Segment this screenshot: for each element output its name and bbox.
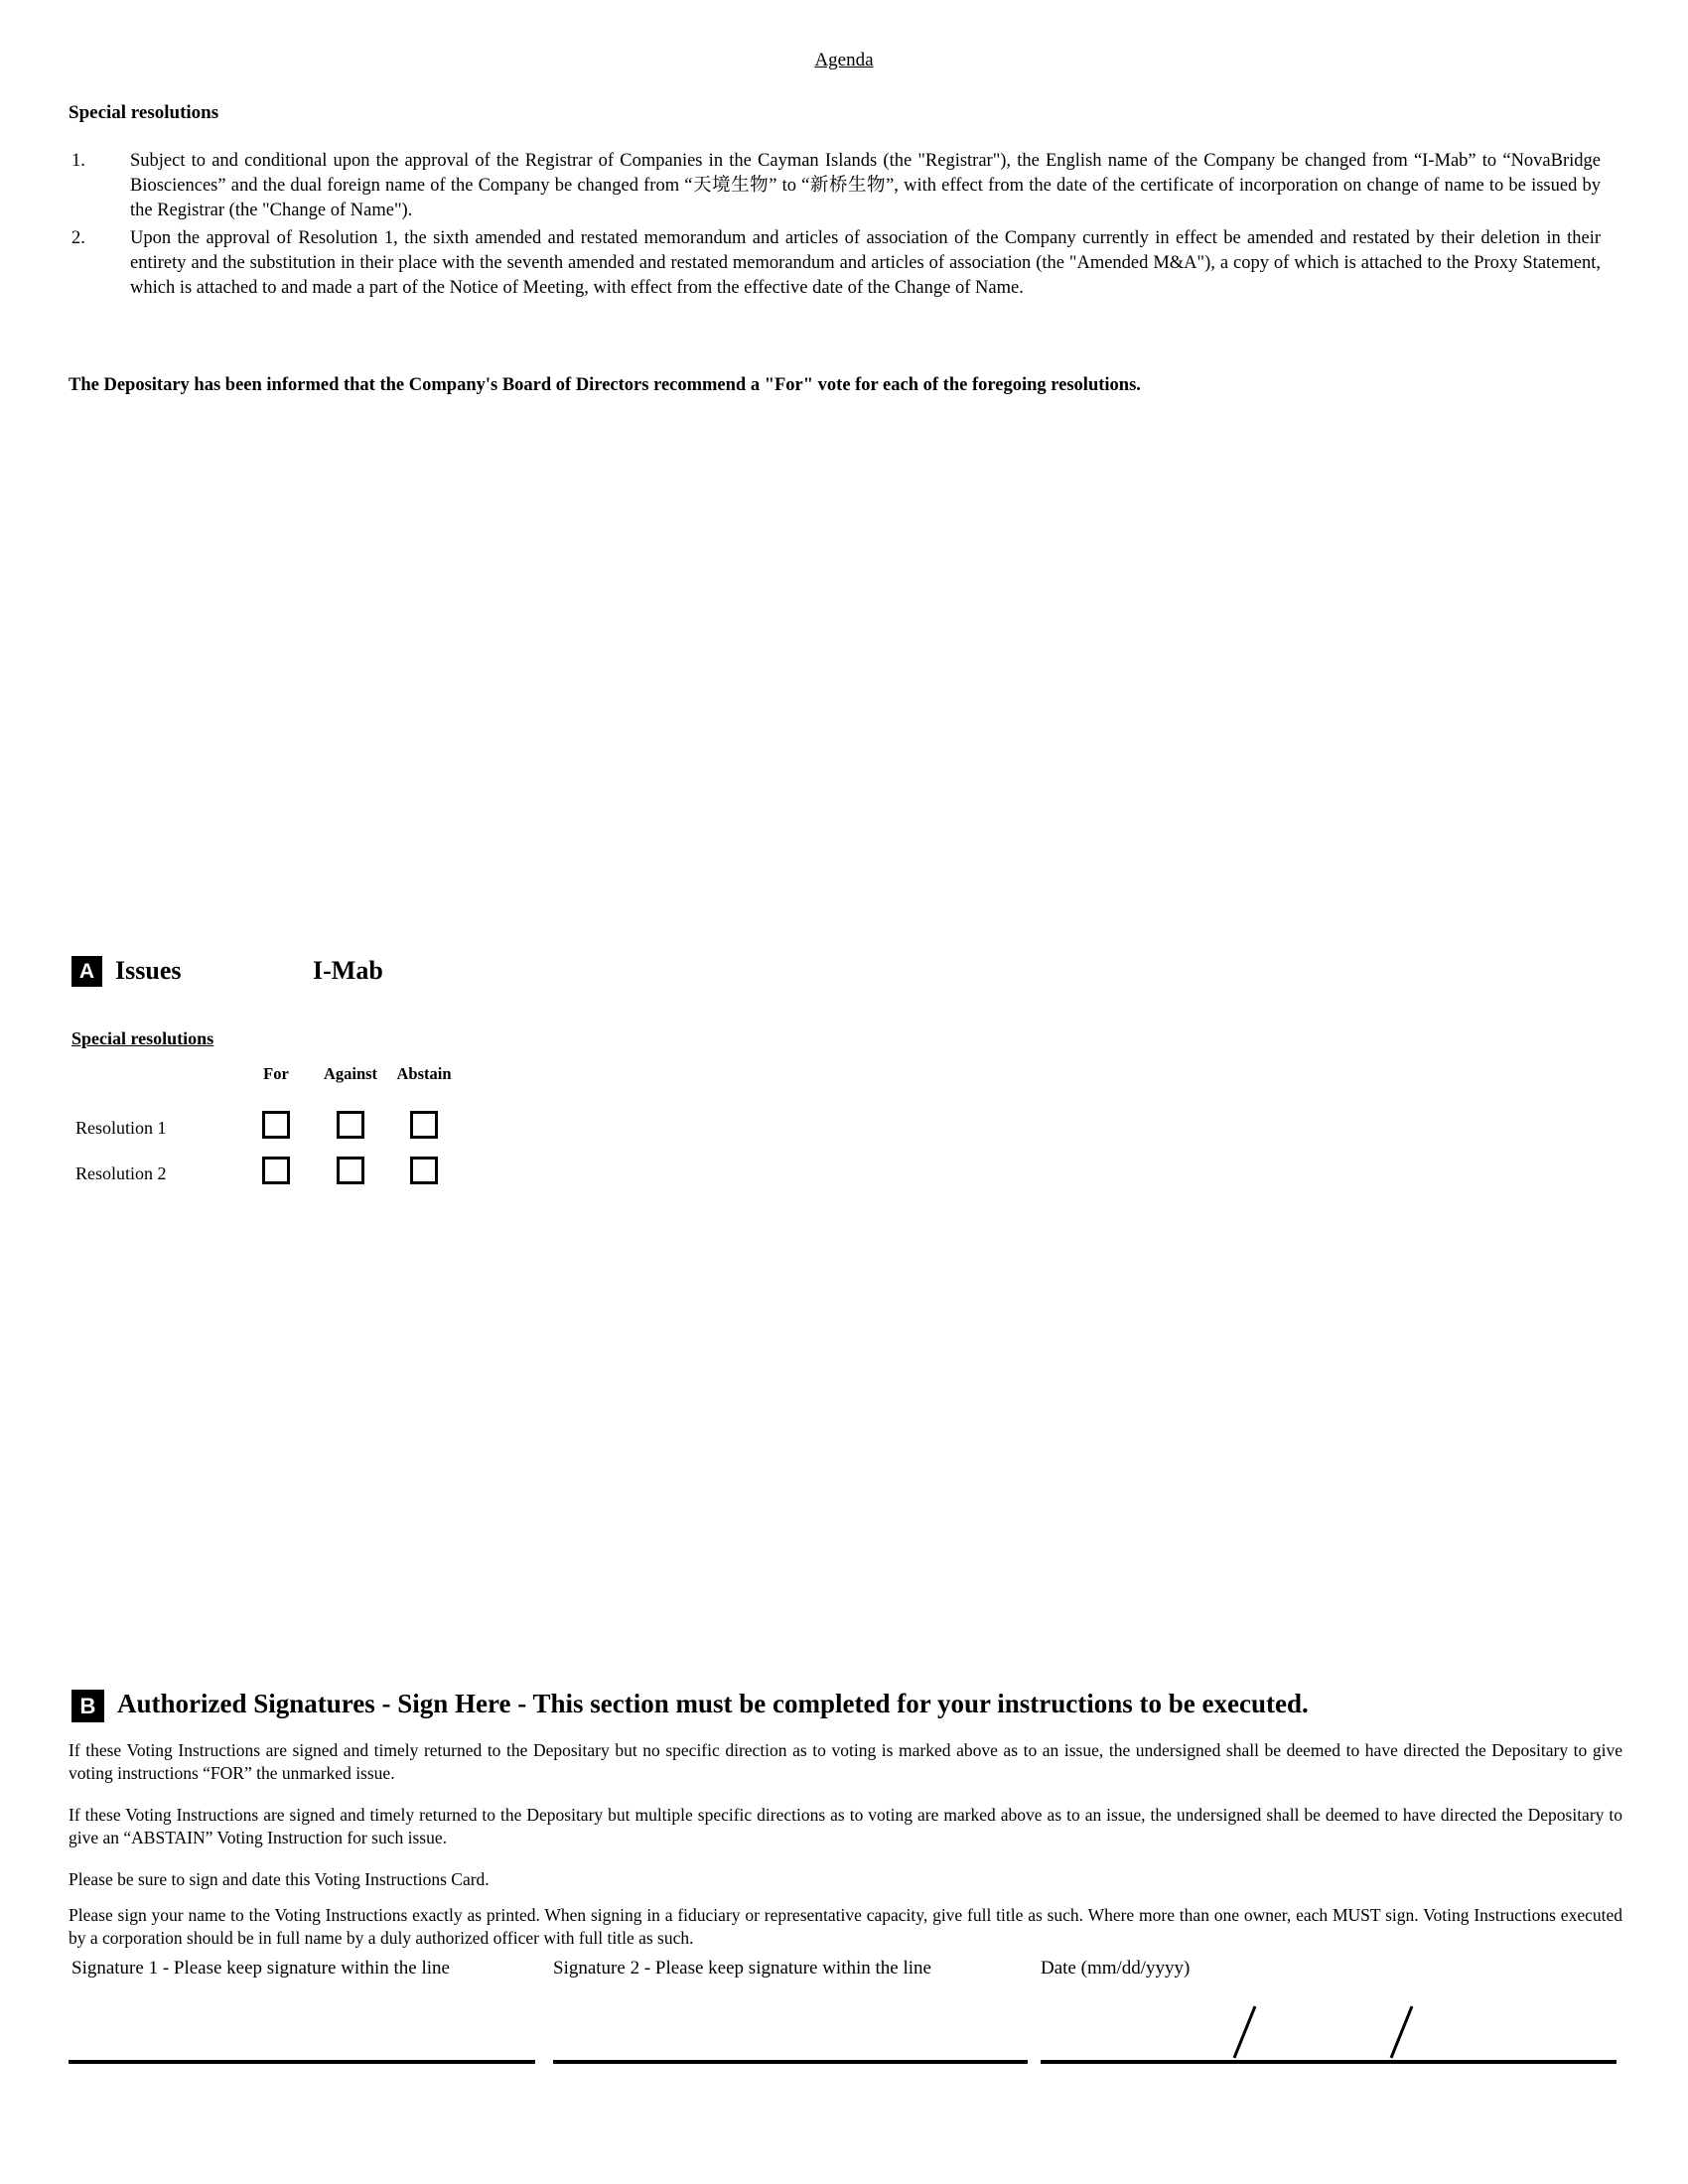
signature1-line[interactable] <box>69 2060 535 2064</box>
signature2-line[interactable] <box>553 2060 1028 2064</box>
date-label: Date (mm/dd/yyyy) <box>1041 1958 1191 1979</box>
instructions-paragraph: Please sign your name to the Voting Instructions exactly as printed. When signing in a fiduciary or representative capacity, give full title as such. Where more than one owner, each MUST sign. Voting Instructions executed by a corporation should be in full name by a duly authorized officer with full title as such. <box>69 1905 1622 1949</box>
resolution-text: Upon the approval of Resolution 1, the sixth amended and restated memorandum and articles of association of the Company currently in effect be amended and restated by their deletion in their entirety and the substitution in their place with the seventh amended and restated memorandum and articles of association (the "Amended M&A"), a copy of which is attached to the Proxy Statement, which is attached to and made a part of the Notice of Meeting, with effect from the effective date of the Change of Name. <box>130 227 1601 298</box>
signature2-label: Signature 2 - Please keep signature within the line <box>553 1958 931 1979</box>
vote-column-header-abstain: Abstain <box>396 1064 452 1083</box>
date-line[interactable] <box>1041 2060 1617 2064</box>
date-separator-slash-icon <box>1390 2005 1414 2058</box>
vote-checkbox-resolution1-for[interactable] <box>262 1111 290 1139</box>
section-a-badge: A <box>71 956 102 987</box>
instructions-paragraph: Please be sure to sign and date this Voting Instructions Card. <box>69 1869 490 1889</box>
signature1-label: Signature 1 - Please keep signature within the line <box>71 1958 450 1979</box>
board-recommendation-note: The Depositary has been informed that the Company's Board of Directors recommend a "For" vote for each of the foregoing resolutions. <box>69 375 1141 395</box>
resolution-text: Subject to and conditional upon the approval of the Registrar of Companies in the Cayman Islands (the "Registrar"), the English name of the Company be changed from “I-Mab” to “NovaBridge Biosciences” and the dual foreign name of the Company be changed from “天境生物” to “新桥生物”, with effect from the date of the certificate of incorporation on change of name to be issued by the Registrar (the "Change of Name"). <box>130 151 1601 220</box>
vote-column-header-against: Against <box>323 1064 378 1083</box>
vote-subheading: Special resolutions <box>71 1028 214 1048</box>
instructions-paragraph: If these Voting Instructions are signed and timely returned to the Depositary but no specific direction as to voting is marked above as to an issue, the undersigned shall be deemed to have directed the Depositary to give voting instructions “FOR” the unmarked issue. <box>69 1740 1622 1784</box>
resolutions-list <box>71 149 1601 304</box>
vote-checkbox-resolution1-against[interactable] <box>337 1111 364 1139</box>
special-resolutions-heading: Special resolutions <box>69 102 219 123</box>
page-title: Agenda <box>814 50 874 70</box>
resolution-number: 1. <box>71 151 85 171</box>
instructions-paragraph: If these Voting Instructions are signed and timely returned to the Depositary but multiple specific directions as to voting are marked above as to an issue, the undersigned shall be deemed to have directed the Depositary to give an “ABSTAIN” Voting Instruction for such issue. <box>69 1805 1622 1848</box>
vote-column-header-for: For <box>263 1064 289 1083</box>
resolution-item-2 <box>71 226 1601 301</box>
company-name: I-Mab <box>313 956 383 985</box>
resolution-item-1 <box>71 149 1601 223</box>
section-a-title: Issues <box>115 956 182 985</box>
vote-checkbox-resolution2-against[interactable] <box>337 1157 364 1184</box>
vote-checkbox-resolution2-for[interactable] <box>262 1157 290 1184</box>
resolution-number: 2. <box>71 227 85 248</box>
resolution-2-label: Resolution 2 <box>75 1163 167 1183</box>
date-separator-slash-icon <box>1233 2005 1257 2058</box>
vote-checkbox-resolution2-abstain[interactable] <box>410 1157 438 1184</box>
section-b-badge: B <box>71 1690 104 1722</box>
vote-checkbox-resolution1-abstain[interactable] <box>410 1111 438 1139</box>
section-b-title: Authorized Signatures - Sign Here - This section must be completed for your instructions to be executed. <box>117 1689 1309 1718</box>
resolution-1-label: Resolution 1 <box>75 1118 167 1138</box>
